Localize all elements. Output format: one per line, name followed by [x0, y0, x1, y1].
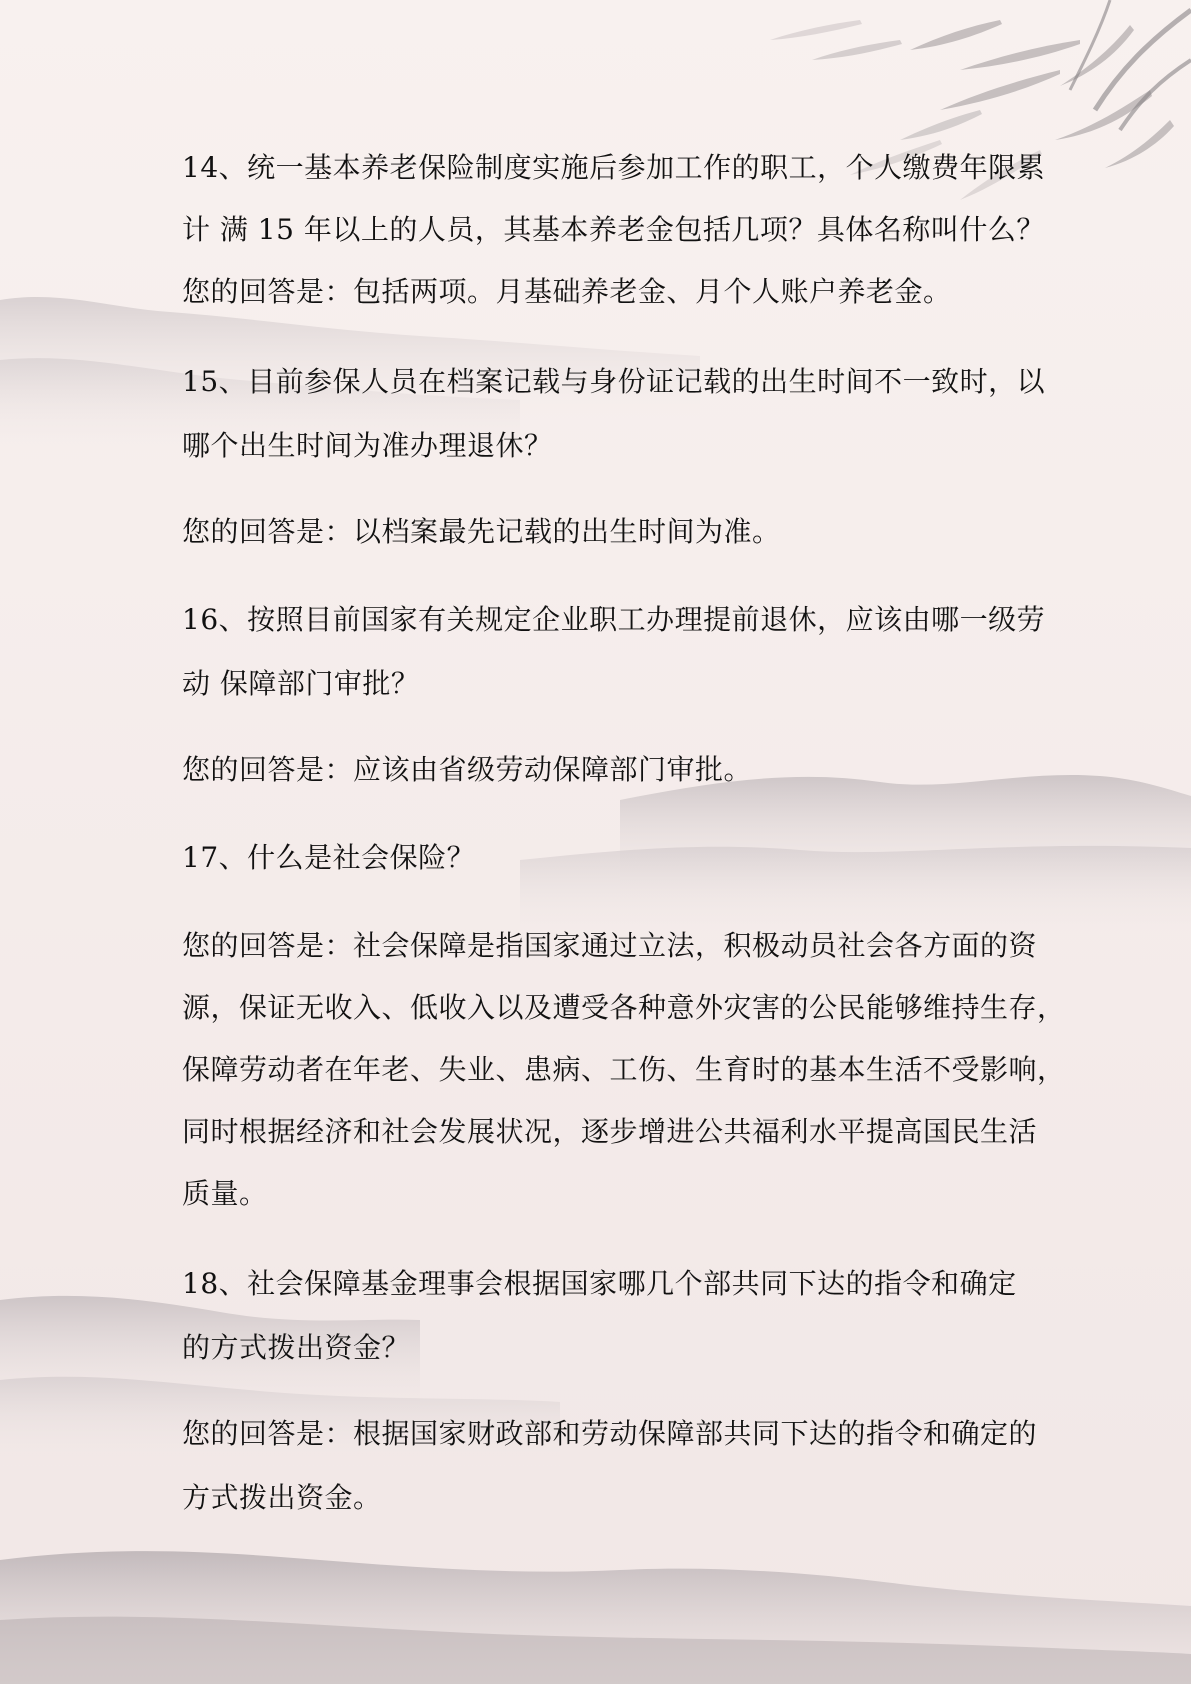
answer-18-line-1: 您的回答是：根据国家财政部和劳动保障部共同下达的指令和确定的 — [182, 1417, 1038, 1450]
answer-17-line-3: 保障劳动者在年老、失业、患病、工伤、生育时的基本生活不受影响， — [182, 1053, 1066, 1086]
answer-17-line-4: 同时根据经济和社会发展状况，逐步增进公共福利水平提高国民生活 — [182, 1115, 1038, 1148]
question-16-line-1: 16、按照目前国家有关规定企业职工办理提前退休，应该由哪一级劳 — [182, 603, 1046, 636]
answer-17-line-1: 您的回答是：社会保障是指国家通过立法，积极动员社会各方面的资 — [182, 929, 1038, 962]
question-18-line-2: 的方式拨出资金？ — [182, 1331, 411, 1364]
question-15-line-2: 哪个出生时间为准办理退休？ — [182, 429, 553, 462]
question-14-line-2: 计 满 15 年以上的人员，其基本养老金包括几项？具体名称叫什么？ — [182, 213, 1045, 246]
answer-16: 您的回答是：应该由省级劳动保障部门审批。 — [182, 753, 753, 786]
question-17: 17、什么是社会保险？ — [182, 841, 476, 874]
question-16-line-2: 动 保障部门审批？ — [182, 667, 420, 700]
question-18-line-1: 18、社会保障基金理事会根据国家哪几个部共同下达的指令和确定 — [182, 1267, 1017, 1300]
question-15-line-1: 15、目前参保人员在档案记载与身份证记载的出生时间不一致时，以 — [182, 365, 1046, 398]
answer-15: 您的回答是：以档案最先记载的出生时间为准。 — [182, 515, 781, 548]
question-14-line-1: 14、统一基本养老保险制度实施后参加工作的职工，个人缴费年限累 — [182, 151, 1046, 184]
answer-17-line-5: 质量。 — [182, 1177, 268, 1210]
answer-14: 您的回答是：包括两项。月基础养老金、月个人账户养老金。 — [182, 275, 952, 308]
answer-17-line-2: 源，保证无收入、低收入以及遭受各种意外灾害的公民能够维持生存， — [182, 991, 1066, 1024]
answer-18-line-2: 方式拨出资金。 — [182, 1481, 382, 1514]
